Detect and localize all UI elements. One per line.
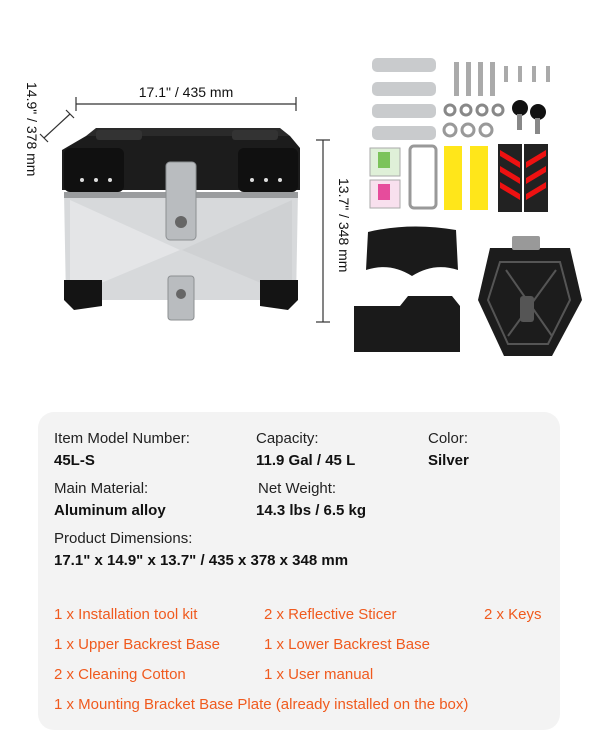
top-case-box [62, 128, 300, 320]
main-material-label: Main Material: [54, 480, 149, 497]
width-dimension-label: 17.1" / 435 mm [138, 84, 234, 100]
net-weight-label: Net Weight: [258, 480, 337, 497]
included-item: 1 x Mounting Bracket Base Plate (already installed on the box) [54, 696, 469, 713]
color-label: Color: [428, 430, 469, 447]
product-dimensions-label: Product Dimensions: [54, 530, 193, 547]
included-item: 2 x Keys [484, 606, 542, 623]
item-model-number-label: Item Model Number: [54, 430, 190, 447]
included-item: 1 x User manual [264, 666, 374, 683]
main-material-value: Aluminum alloy [54, 502, 166, 519]
net-weight-value: 14.3 lbs / 6.5 kg [256, 502, 367, 519]
spec-card [38, 412, 560, 730]
height-dimension-line [316, 140, 330, 322]
capacity-value: 11.9 Gal / 45 L [256, 452, 356, 469]
mounting-brackets [372, 58, 436, 140]
bolts-and-screws [454, 62, 550, 96]
included-item: 2 x Reflective Sticer [264, 606, 397, 623]
depth-dimension-line [40, 110, 74, 142]
included-item: 1 x Installation tool kit [54, 606, 198, 623]
nuts-and-washers [444, 105, 503, 136]
cleaning-cotton-packs [370, 148, 400, 208]
keys [512, 100, 546, 134]
mounting-base-plate [478, 236, 582, 356]
height-dimension-label: 13.7" / 348 mm [336, 178, 352, 273]
depth-dimension-label: 14.9" / 378 mm [24, 82, 40, 177]
item-model-number-value: 45L-S [54, 452, 95, 469]
lower-backrest-pad [354, 296, 460, 352]
u-shaped-wire-tool [410, 146, 436, 208]
capacity-label: Capacity: [256, 430, 319, 447]
included-item: 1 x Lower Backrest Base [264, 636, 430, 653]
reflective-stickers [444, 144, 548, 212]
upper-backrest-pad [366, 226, 458, 276]
included-item: 1 x Upper Backrest Base [54, 636, 220, 653]
product-dimensions-value: 17.1" x 14.9" x 13.7" / 435 x 378 x 348 mm [54, 552, 349, 569]
included-item: 2 x Cleaning Cotton [54, 666, 186, 683]
color-value: Silver [428, 452, 469, 469]
